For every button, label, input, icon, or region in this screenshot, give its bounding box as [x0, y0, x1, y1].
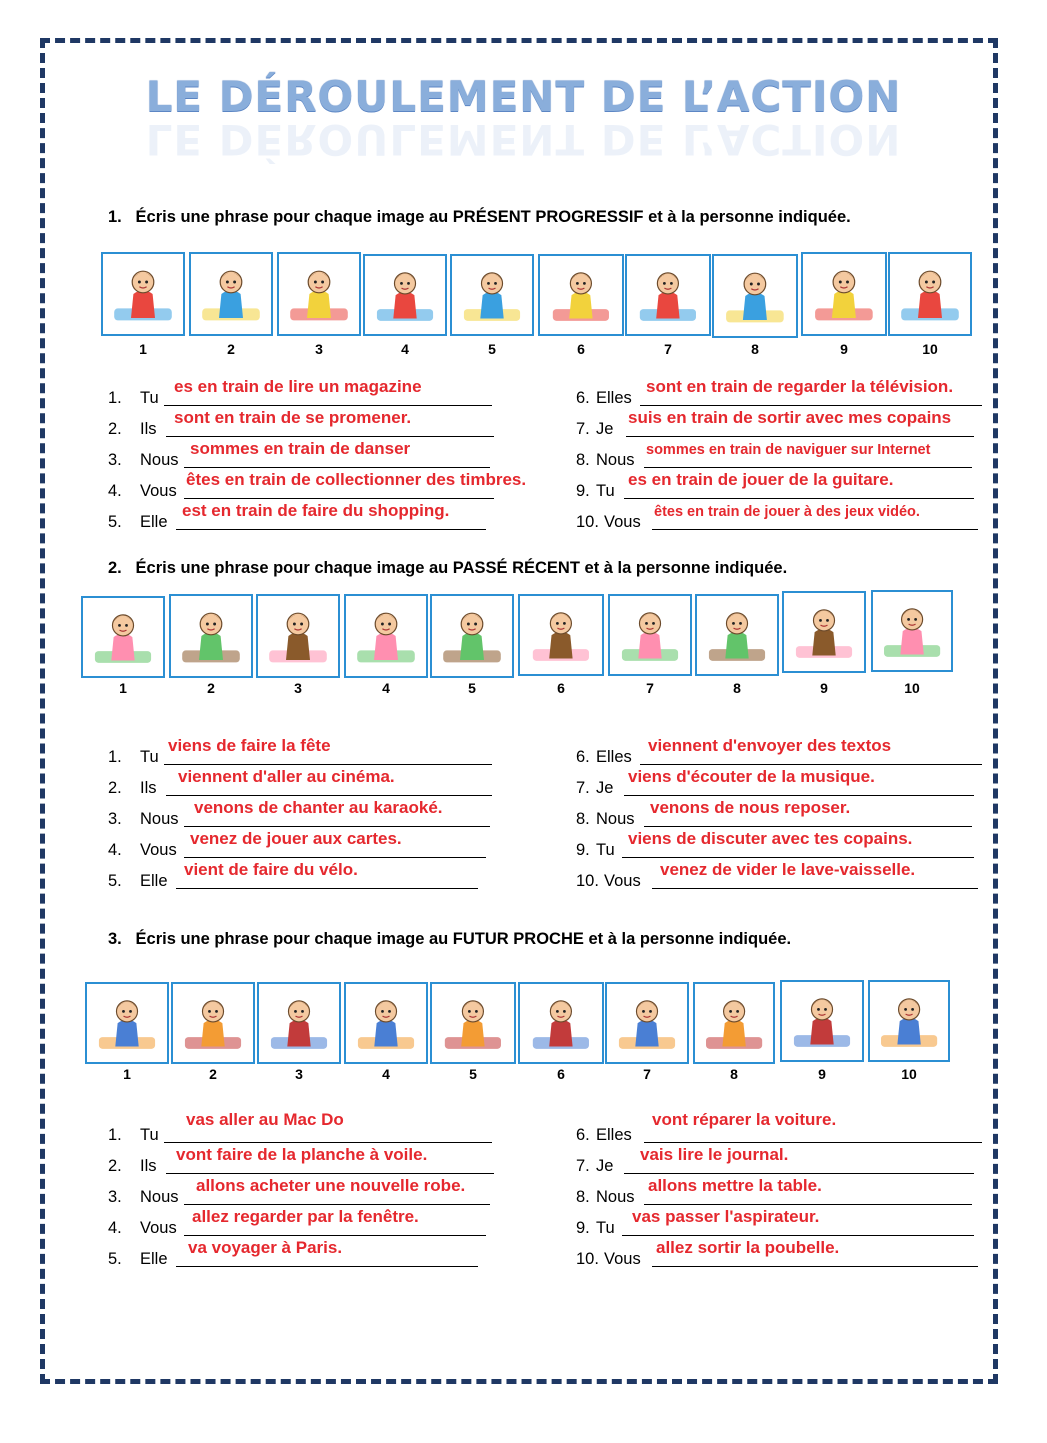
eiffel-tower-image — [430, 982, 516, 1064]
answer-row: 6. Elles sont en train de regarder la télévision. — [576, 383, 1016, 407]
answer-text[interactable]: allons acheter une nouvelle robe. — [196, 1176, 466, 1195]
karaoke-friends-image — [256, 594, 340, 678]
answer-text[interactable]: venez de vider le lave-vaisselle. — [660, 860, 916, 879]
image-number: 2 — [227, 341, 235, 357]
image-number: 8 — [733, 680, 741, 696]
answer-text[interactable]: viennent d'aller au cinéma. — [178, 767, 395, 786]
section-2-instruction: 2. Écris une phrase pour chaque image au PASSÉ RÉCENT et à la personne indiquée. — [108, 559, 788, 577]
boy-playing-video-game-image — [888, 252, 972, 336]
answer-text[interactable]: sommes en train de danser — [190, 439, 411, 458]
television-image — [538, 254, 624, 336]
answer-row: 10. Vous allez sortir la poubelle. — [576, 1244, 996, 1268]
answer-row: 5. Elle va voyager à Paris. — [108, 1244, 498, 1268]
image-number: 10 — [901, 1066, 917, 1082]
image-number: 6 — [577, 341, 585, 357]
answer-row: 9. Tu es en train de jouer de la guitare. — [576, 476, 996, 500]
answer-row: 4. Vous venez de jouer aux cartes. — [108, 835, 498, 859]
friends-chatting-image — [782, 591, 866, 673]
image-number: 1 — [123, 1066, 131, 1082]
answer-row: 2. Ils sont en train de se promener. — [108, 414, 498, 438]
image-number: 7 — [643, 1066, 651, 1082]
section-1-instruction: 1. Écris une phrase pour chaque image au PRÉSENT PROGRESSIF et à la personne indiquée. — [108, 208, 851, 226]
image-number: 10 — [922, 341, 938, 357]
answer-row: 5. Elle est en train de faire du shopping. — [108, 507, 498, 531]
answer-row: 8. Nous venons de nous reposer. — [576, 804, 996, 828]
answer-row: 2. Ils vont faire de la planche à voile. — [108, 1151, 498, 1175]
answer-row: 9. Tu vas passer l'aspirateur. — [576, 1213, 996, 1237]
answer-row: 3. Nous venons de chanter au karaoké. — [108, 804, 498, 828]
windsurfing-image — [171, 982, 255, 1064]
answer-text[interactable]: viens d'écouter de la musique. — [628, 767, 875, 786]
answer-row: 9. Tu viens de discuter avec tes copains. — [576, 835, 996, 859]
answer-text[interactable]: allez sortir la poubelle. — [656, 1238, 840, 1257]
boy-using-computer-image — [712, 254, 798, 338]
image-number: 5 — [488, 341, 496, 357]
stamp-collection-image — [363, 254, 447, 336]
answer-row: 6. Elles vont réparer la voiture. — [576, 1120, 996, 1144]
girl-walking-image — [189, 252, 273, 336]
image-number: 4 — [382, 1066, 390, 1082]
answer-text[interactable]: va voyager à Paris. — [188, 1238, 343, 1257]
answer-text[interactable]: vont réparer la voiture. — [652, 1110, 837, 1129]
image-number: 3 — [294, 680, 302, 696]
answer-text[interactable]: est en train de faire du shopping. — [182, 501, 450, 520]
image-number: 6 — [557, 1066, 565, 1082]
image-number: 7 — [646, 680, 654, 696]
answer-text[interactable]: suis en train de sortir avec mes copains — [628, 408, 952, 427]
answer-row: 10. Vous venez de vider le lave-vaisselle. — [576, 866, 996, 890]
reading-newspaper-image — [605, 982, 689, 1064]
image-number: 9 — [818, 1066, 826, 1082]
answer-text[interactable]: venez de jouer aux cartes. — [190, 829, 402, 848]
vacuuming-image — [780, 980, 864, 1062]
answer-text[interactable]: venons de chanter au karaoké. — [194, 798, 443, 817]
image-number: 9 — [820, 680, 828, 696]
answer-row: 8. Nous allons mettre la table. — [576, 1182, 996, 1206]
answer-text[interactable]: sont en train de regarder la télévision. — [646, 377, 954, 396]
answer-row: 8. Nous sommes en train de naviguer sur Internet — [576, 445, 996, 469]
setting-table-image — [693, 982, 775, 1064]
answer-row: 1. Tu vas aller au Mac Do — [108, 1120, 498, 1144]
image-number: 2 — [207, 680, 215, 696]
answer-text[interactable]: sont en train de se promener. — [174, 408, 412, 427]
party-guy-image — [81, 596, 165, 678]
image-number: 3 — [315, 341, 323, 357]
answer-row: 7. Je viens d'écouter de la musique. — [576, 773, 996, 797]
answer-text[interactable]: viens de faire la fête — [168, 736, 331, 755]
answer-text[interactable]: sommes en train de naviguer sur Internet — [646, 442, 931, 458]
answer-text[interactable]: vais lire le journal. — [640, 1145, 789, 1164]
couple-dancing-image — [277, 252, 361, 336]
image-number: 4 — [382, 680, 390, 696]
image-number: 2 — [209, 1066, 217, 1082]
answer-text[interactable]: êtes en train de jouer à des jeux vidéo. — [654, 504, 920, 520]
answer-row: 7. Je suis en train de sortir avec mes copains — [576, 414, 1016, 438]
image-number: 1 — [139, 341, 147, 357]
answer-text[interactable]: viens de discuter avec tes copains. — [628, 829, 913, 848]
image-number: 1 — [119, 680, 127, 696]
answer-text[interactable]: allons mettre la table. — [648, 1176, 822, 1195]
image-number: 4 — [401, 341, 409, 357]
image-number: 8 — [730, 1066, 738, 1082]
smartphone-texting-image — [518, 594, 604, 676]
answer-text[interactable]: vient de faire du vélo. — [184, 860, 358, 879]
cyclist-image — [430, 594, 514, 678]
answer-row: 10. Vous êtes en train de jouer à des jeux vidéo. — [576, 507, 996, 531]
woman-shopping-image — [450, 254, 534, 336]
answer-text[interactable]: es en train de lire un magazine — [174, 377, 422, 396]
girl-reading-magazine-image — [101, 252, 185, 336]
answer-text[interactable]: vas passer l'aspirateur. — [632, 1207, 820, 1226]
cinema-image — [169, 594, 253, 678]
answer-row: 6. Elles viennent d'envoyer des textos — [576, 742, 996, 766]
answer-text[interactable]: venons de nous reposer. — [650, 798, 851, 817]
dishwasher-image — [871, 590, 953, 672]
answer-text[interactable]: allez regarder par la fenêtre. — [192, 1207, 419, 1226]
page-title: LE DÉROULEMENT DE L’ACTION — [145, 72, 902, 121]
fast-food-tray-image — [85, 982, 169, 1064]
answer-row: 7. Je vais lire le journal. — [576, 1151, 996, 1175]
taking-out-trash-image — [868, 980, 950, 1062]
playing-cards-image — [344, 594, 428, 678]
answer-text[interactable]: viennent d'envoyer des textos — [648, 736, 892, 755]
listening-music-image — [608, 594, 692, 676]
image-number: 7 — [664, 341, 672, 357]
answer-text[interactable]: êtes en train de collectionner des timbres. — [186, 470, 527, 489]
image-number: 8 — [751, 341, 759, 357]
image-number: 5 — [469, 1066, 477, 1082]
answer-row: 3. Nous allons acheter une nouvelle robe. — [108, 1182, 498, 1206]
car-repair-image — [518, 982, 604, 1064]
dress-shopping-image — [257, 982, 341, 1064]
answer-row: 5. Elle vient de faire du vélo. — [108, 866, 498, 890]
answer-text[interactable]: es en train de jouer de la guitare. — [628, 470, 894, 489]
answer-row: 4. Vous êtes en train de collectionner des timbres. — [108, 470, 527, 500]
image-number: 9 — [840, 341, 848, 357]
answer-row: 1. Tu es en train de lire un magazine — [108, 383, 498, 407]
cactus-resting-image — [695, 594, 779, 676]
answer-text[interactable]: vont faire de la planche à voile. — [176, 1145, 428, 1164]
answer-row: 2. Ils viennent d'aller au cinéma. — [108, 773, 498, 797]
answer-row: 3. Nous sommes en train de danser — [108, 445, 498, 469]
title-reflection: LE DÉROULEMENT DE L’ACTION — [145, 115, 902, 164]
girl-playing-guitar-image — [801, 252, 887, 336]
friends-group-image — [625, 254, 711, 336]
answer-text[interactable]: vas aller au Mac Do — [186, 1110, 344, 1129]
section-3-instruction: 3. Écris une phrase pour chaque image au FUTUR PROCHE et à la personne indiquée. — [108, 930, 792, 948]
answer-row: 4. Vous allez regarder par la fenêtre. — [108, 1213, 498, 1237]
image-number: 5 — [468, 680, 476, 696]
image-number: 6 — [557, 680, 565, 696]
window-image — [344, 982, 428, 1064]
answer-row: 1. Tu viens de faire la fête — [108, 742, 498, 766]
image-number: 10 — [904, 680, 920, 696]
image-number: 3 — [295, 1066, 303, 1082]
